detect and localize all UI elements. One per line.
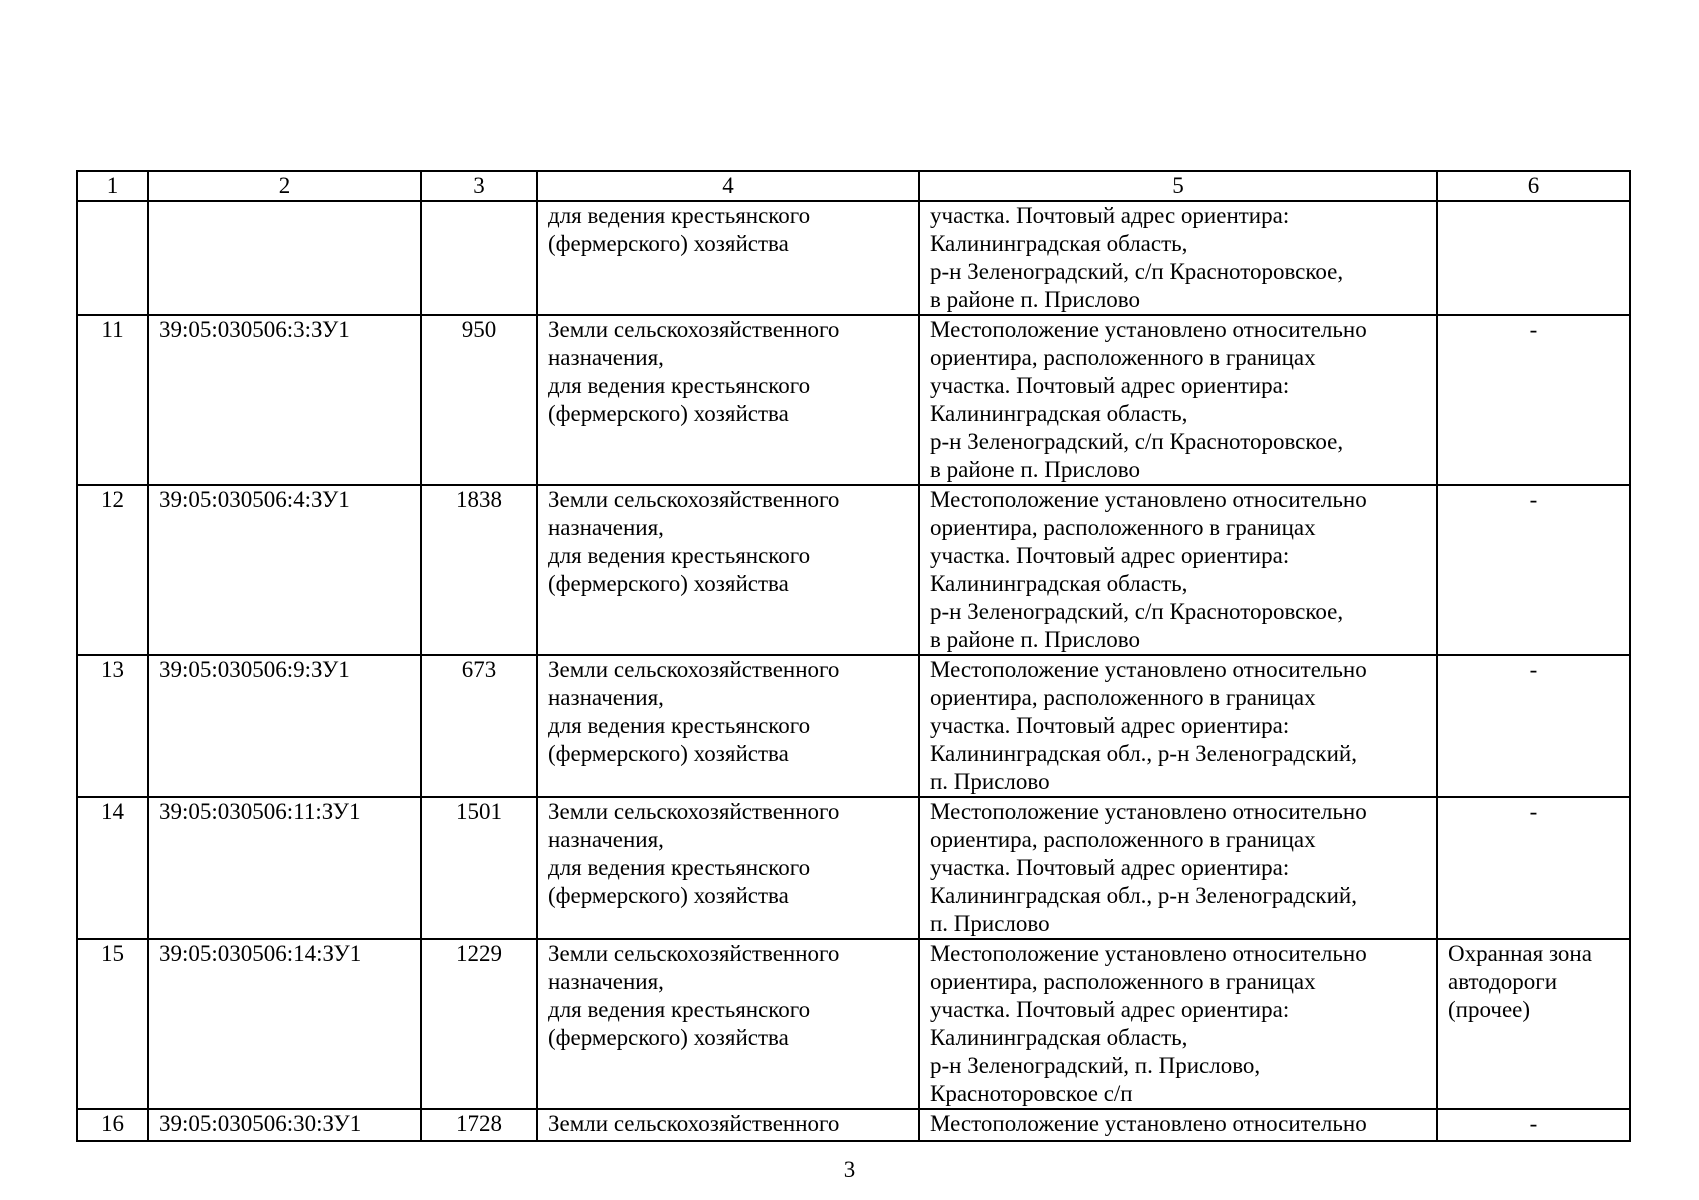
cell-location-line: р-н Зеленоградский, с/п Красноторовское, xyxy=(930,259,1344,284)
cell-land-category-line: (фермерского) хозяйства xyxy=(548,401,789,426)
cell-land-category-line: (фермерского) хозяйства xyxy=(548,741,789,766)
land-plots-table xyxy=(76,170,1631,1142)
cell-location-line: р-н Зеленоградский, п. Прислово, xyxy=(930,1053,1261,1078)
cell-location-line: ориентира, расположенного в границах xyxy=(930,685,1316,710)
cell-land-category-line: Земли сельскохозяйственного xyxy=(548,317,840,342)
cell-restriction: - xyxy=(1437,485,1630,655)
header-col-6: 6 xyxy=(1437,171,1630,201)
cell-location-line: ориентира, расположенного в границах xyxy=(930,969,1316,994)
cell-area xyxy=(421,201,537,315)
cell-cadastral-number xyxy=(148,201,421,315)
cell-location xyxy=(919,939,1437,1109)
cell-land-category-line: Земли сельскохозяйственного xyxy=(548,487,840,512)
cell-land-category-line: (фермерского) хозяйства xyxy=(548,1025,789,1050)
cell-location-line: Калининградская область, xyxy=(930,1025,1188,1050)
cell-restriction-line: (прочее) xyxy=(1448,997,1531,1022)
cell-location-line: Местоположение установлено относительно xyxy=(930,317,1367,342)
table-row xyxy=(77,201,1630,315)
cell-cadastral-number: 39:05:030506:3:ЗУ1 xyxy=(148,315,421,485)
cell-location-line: Калининградская обл., р-н Зеленоградский, xyxy=(930,883,1357,908)
cell-location-line: п. Прислово xyxy=(930,911,1050,936)
cell-land-category xyxy=(537,485,919,655)
cell-location-line: Местоположение установлено относительно xyxy=(930,799,1367,824)
cell-land-category-line: назначения, xyxy=(548,345,664,370)
cell-location-line: р-н Зеленоградский, с/п Красноторовское, xyxy=(930,429,1344,454)
cell-land-category-line: для ведения крестьянского xyxy=(548,373,811,398)
cell-location-line: участка. Почтовый адрес ориентира: xyxy=(930,713,1290,738)
cell-location-line: Местоположение установлено относительно xyxy=(930,1111,1367,1136)
cell-location-line: в районе п. Прислово xyxy=(930,457,1141,482)
cell-land-category-line: для ведения крестьянского xyxy=(548,713,811,738)
cell-cadastral-number: 39:05:030506:30:ЗУ1 xyxy=(148,1109,421,1141)
cell-restriction xyxy=(1437,939,1630,1109)
cell-location-line: р-н Зеленоградский, с/п Красноторовское, xyxy=(930,599,1344,624)
table-row xyxy=(77,655,1630,797)
cell-land-category xyxy=(537,939,919,1109)
table-row xyxy=(77,315,1630,485)
cell-land-category-line: назначения, xyxy=(548,515,664,540)
cell-location-line: участка. Почтовый адрес ориентира: xyxy=(930,997,1290,1022)
cell-land-category-line: (фермерского) хозяйства xyxy=(548,231,789,256)
cell-location xyxy=(919,797,1437,939)
cell-location-line: п. Прислово xyxy=(930,769,1050,794)
cell-location xyxy=(919,201,1437,315)
cell-location-line: Местоположение установлено относительно xyxy=(930,941,1367,966)
table-body xyxy=(77,201,1630,1141)
cell-restriction: - xyxy=(1437,655,1630,797)
cell-location xyxy=(919,485,1437,655)
page-number: 3 xyxy=(843,1157,856,1182)
header-row xyxy=(77,171,1630,201)
table-header xyxy=(77,171,1630,201)
cell-location-line: участка. Почтовый адрес ориентира: xyxy=(930,543,1290,568)
cell-land-category-line: назначения, xyxy=(548,685,664,710)
cell-land-category-line: для ведения крестьянского xyxy=(548,203,811,228)
cell-location xyxy=(919,315,1437,485)
cell-location xyxy=(919,655,1437,797)
cell-area: 1229 xyxy=(421,939,537,1109)
cell-land-category-line: Земли сельскохозяйственного xyxy=(548,941,840,966)
cell-land-category-line: (фермерского) хозяйства xyxy=(548,883,789,908)
cell-land-category-line: назначения, xyxy=(548,969,664,994)
cell-number: 12 xyxy=(77,485,148,655)
cell-land-category-line: Земли сельскохозяйственного xyxy=(548,1111,840,1136)
table-row xyxy=(77,939,1630,1109)
cell-restriction: - xyxy=(1437,1109,1630,1141)
cell-location-line: участка. Почтовый адрес ориентира: xyxy=(930,373,1290,398)
cell-land-category-line: назначения, xyxy=(548,827,664,852)
cell-location-line: Местоположение установлено относительно xyxy=(930,657,1367,682)
cell-cadastral-number: 39:05:030506:11:ЗУ1 xyxy=(148,797,421,939)
cell-restriction: - xyxy=(1437,315,1630,485)
cell-location-line: Калининградская обл., р-н Зеленоградский, xyxy=(930,741,1357,766)
cell-cadastral-number: 39:05:030506:4:ЗУ1 xyxy=(148,485,421,655)
cell-location-line: в районе п. Прислово xyxy=(930,627,1141,652)
cell-number: 15 xyxy=(77,939,148,1109)
header-col-5: 5 xyxy=(919,171,1437,201)
cell-location-line: Калининградская область, xyxy=(930,401,1188,426)
header-col-3: 3 xyxy=(421,171,537,201)
cell-area: 1501 xyxy=(421,797,537,939)
cell-land-category xyxy=(537,315,919,485)
table-row xyxy=(77,485,1630,655)
cell-number xyxy=(77,201,148,315)
cell-land-category xyxy=(537,655,919,797)
cell-location-line: участка. Почтовый адрес ориентира: xyxy=(930,855,1290,880)
cell-land-category xyxy=(537,1109,919,1141)
cell-restriction xyxy=(1437,201,1630,315)
table-row xyxy=(77,797,1630,939)
cell-land-category-line: Земли сельскохозяйственного xyxy=(548,799,840,824)
cell-cadastral-number: 39:05:030506:9:ЗУ1 xyxy=(148,655,421,797)
cell-area: 1728 xyxy=(421,1109,537,1141)
cell-restriction-line: автодороги xyxy=(1448,969,1558,994)
cell-location-line: ориентира, расположенного в границах xyxy=(930,345,1316,370)
cell-land-category xyxy=(537,201,919,315)
header-col-2: 2 xyxy=(148,171,421,201)
cell-location-line: ориентира, расположенного в границах xyxy=(930,827,1316,852)
cell-cadastral-number: 39:05:030506:14:ЗУ1 xyxy=(148,939,421,1109)
cell-area: 950 xyxy=(421,315,537,485)
cell-location-line: участка. Почтовый адрес ориентира: xyxy=(930,203,1290,228)
cell-land-category-line: (фермерского) хозяйства xyxy=(548,571,789,596)
cell-location-line: Красноторовское с/п xyxy=(930,1081,1133,1106)
cell-location-line: Местоположение установлено относительно xyxy=(930,487,1367,512)
header-col-4: 4 xyxy=(537,171,919,201)
cell-land-category-line: для ведения крестьянского xyxy=(548,855,811,880)
cell-land-category-line: для ведения крестьянского xyxy=(548,997,811,1022)
cell-area: 673 xyxy=(421,655,537,797)
cell-number: 16 xyxy=(77,1109,148,1141)
header-col-1: 1 xyxy=(77,171,148,201)
cell-number: 14 xyxy=(77,797,148,939)
cell-number: 11 xyxy=(77,315,148,485)
cell-land-category xyxy=(537,797,919,939)
cell-restriction-line: Охранная зона xyxy=(1448,941,1592,966)
cell-location-line: Калининградская область, xyxy=(930,571,1188,596)
cell-number: 13 xyxy=(77,655,148,797)
cell-land-category-line: для ведения крестьянского xyxy=(548,543,811,568)
table-row xyxy=(77,1109,1630,1141)
cell-location-line: в районе п. Прислово xyxy=(930,287,1141,312)
cell-location-line: Калининградская область, xyxy=(930,231,1188,256)
cell-location-line: ориентира, расположенного в границах xyxy=(930,515,1316,540)
cell-area: 1838 xyxy=(421,485,537,655)
cell-restriction: - xyxy=(1437,797,1630,939)
cell-land-category-line: Земли сельскохозяйственного xyxy=(548,657,840,682)
cell-location xyxy=(919,1109,1437,1141)
